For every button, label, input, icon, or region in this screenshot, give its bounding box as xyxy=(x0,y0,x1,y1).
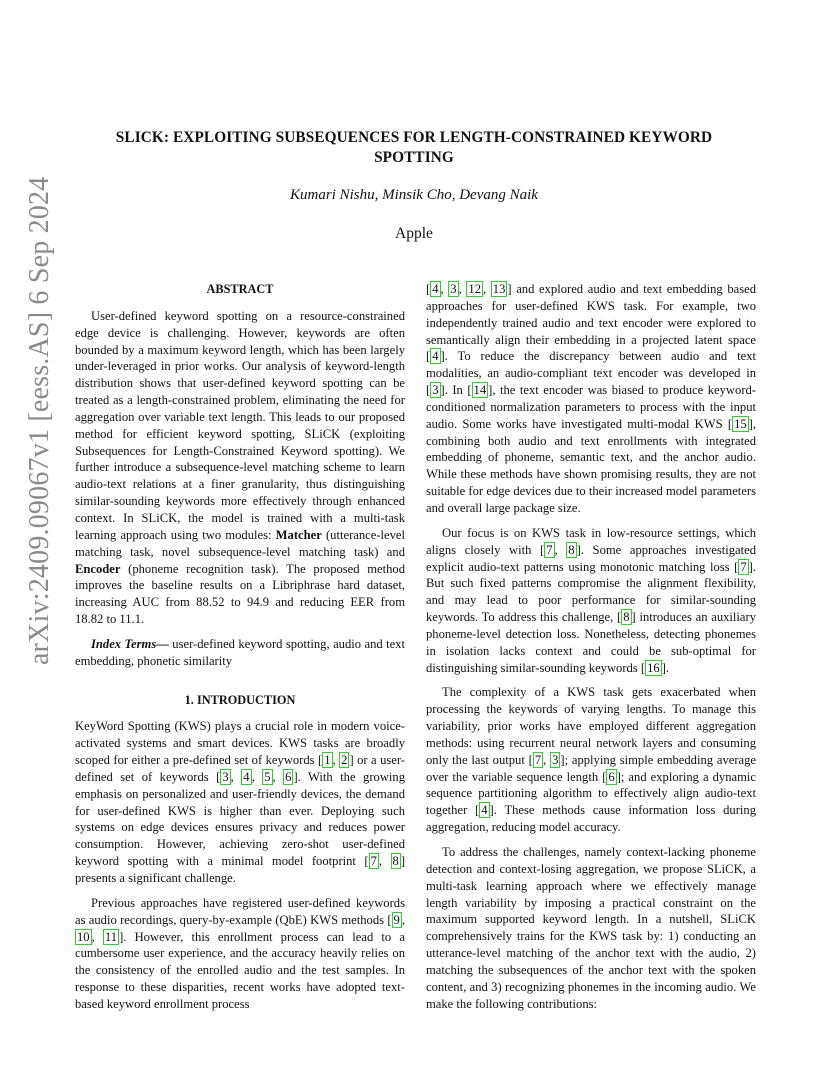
abstract-paragraph: User-defined keyword spotting on a resource-constrained edge device is challenging. However, keywords are often bounded by a maximum keyword length, which has been largely under-leveraged in prior works. Our analysis of keyword-length distribution shows that user-defined keyword spotting can be treated as a length-constrained problem, eliminating the need for aggregation over variable text length. This leads to our proposed method for efficient keyword spotting, SLiCK (exploiting Subsequences for Length-Constrained Keyword spotting). We further introduce a subsequence-level matching scheme to learn audio-text relations at a finer granularity, thus distinguishing similar-sounding keywords more effectively through enhanced context. In SLiCK, the model is trained with a multi-task learning approach using two modules: Matcher (utterance-level matching task, novel subsequence-level matching task) and Encoder (phoneme recognition task). The proposed method improves the baseline results on a Libriphrase hard dataset, increasing AUC from 88.52 to 94.9 and reducing EER from 18.82 to 11.1. xyxy=(75,308,405,627)
intro-paragraph-3: Our focus is on KWS task in low-resource settings, which aligns closely with [ 7 , 8 ]. Some approaches investigated explicit audio-text patterns using monotonic matching loss [ 7 ]. But such fixed patterns compromise the alignment flexibility, and may lead to poor performance for similar-sounding keywords. To address this challenge, [ 8 ] introduces an auxiliary phoneme-level detection loss. Nonetheless, detecting phonemes in isolation lacks context and could be sub-optimal for distinguishing similar-sounding keywords [ 16 ]. xyxy=(426,525,757,675)
index-terms-label: Index Terms— xyxy=(91,636,169,651)
citation-link[interactable]: 4 xyxy=(432,349,439,364)
citation-link[interactable]: 7 xyxy=(370,854,377,869)
arxiv-side-label[interactable]: arXiv:2409.09067v1 [eess.AS] 6 Sep 2024 xyxy=(24,176,55,665)
intro-paragraph-5: To address the challenges, namely context-lacking phoneme detection and context-losing aggregation, we propose SLiCK, a multi-task learning approach where we effectively manage length variability by imposing a practical constraint on the maximum supported keyword length. In a nutshell, SLiCK comprehensively trains for the KWS task by: 1) conducting an utterance-level matching of the anchor text with the audio, 2) matching the subsequences of the anchor text with the spoken content, and 3) recognizing phonemes in the incoming audio. We make the following contributions: xyxy=(426,845,756,1011)
citation-link[interactable]: 4 xyxy=(243,769,250,784)
citation-link[interactable]: 14 xyxy=(473,383,487,398)
affiliation: Apple xyxy=(395,225,433,242)
right-column xyxy=(426,281,756,1020)
citation-link[interactable]: 5 xyxy=(264,769,271,784)
encoder-term: Encoder xyxy=(75,561,121,576)
index-terms: Index Terms— user-defined keyword spotting, audio and text embedding, phonetic similarity xyxy=(75,636,405,668)
citation-link[interactable]: 3 xyxy=(432,383,439,398)
citation-link[interactable]: 8 xyxy=(568,542,575,557)
title-line-2: SPOTTING xyxy=(374,149,454,166)
citation-link[interactable]: 2 xyxy=(341,753,348,768)
matcher-term: Matcher xyxy=(275,527,322,542)
citation-link[interactable]: 13 xyxy=(492,282,506,296)
abstract-heading: ABSTRACT xyxy=(206,282,274,296)
citation-link[interactable]: 8 xyxy=(623,610,630,625)
citation-link[interactable]: 9 xyxy=(393,912,400,927)
citation-link[interactable]: 8 xyxy=(392,854,399,869)
citation-link[interactable]: 6 xyxy=(608,769,615,784)
citation-link[interactable]: 10 xyxy=(77,929,90,944)
title-line-1: SLICK: EXPLOITING SUBSEQUENCES FOR LENGTH-CONSTRAINED KEYWORD xyxy=(115,129,713,146)
left-column xyxy=(75,281,405,1021)
intro-paragraph-1: KeyWord Spotting (KWS) plays a crucial role in modern voice-activated systems and smart devices. KWS tasks are broadly scoped for either a pre-defined set of keywords [ 1 , 2 ] or a user-defined set of keywords [ 3 , 4 , 5 , 6 ]. With the growing emphasis on personalized and user-friendly devices, the demand for user-defined KWS is higher than ever. Deploying such systems on edge devices ensures privacy and reduces power consumption. However, achieving zero-shot user-defined keyword spotting with a minimal model footprint [ 7 , 8 ] presents a significant challenge. xyxy=(75,719,406,885)
citation-link[interactable]: 7 xyxy=(534,752,542,767)
citation-link[interactable]: 15 xyxy=(734,416,747,431)
citation-link[interactable]: 6 xyxy=(285,769,292,784)
citation-link[interactable]: 7 xyxy=(740,559,747,574)
citation-link[interactable]: 3 xyxy=(552,752,559,767)
intro-paragraph-4: The complexity of a KWS task gets exacerbated when processing the keywords of varying lengths. To manage this variability, prior works have employed different aggregation methods: using recurrent neural network layers and consuming only the last output [ 7 , 3 ]; applying simple embedding average over the variable sequence length [ 6 ]; and exploring a dynamic sequence partitioning algorithm to effectively align audio-text together [ 4 ]. These methods cause information loss during aggregation, reducing model accuracy. xyxy=(426,685,757,835)
intro-paragraph-2: Previous approaches have registered user-defined keywords as audio recordings, query-by-example (QbE) KWS methods [ 9 , 10 , 11 ]. However, this enrollment process can lead to a cumbersome user experience, and the accuracy heavily relies on the consistency of the enrolled audio and the test samples. In response to these disparities, recent works have adopted text-based keyword enrollment process xyxy=(75,895,405,1011)
citation-link[interactable]: 3 xyxy=(222,769,229,784)
citation-link[interactable]: 4 xyxy=(481,803,488,818)
citation-link[interactable]: 1 xyxy=(324,753,331,768)
citation-link[interactable]: 12 xyxy=(468,282,481,296)
paper-title xyxy=(96,128,732,168)
introduction-heading: 1. INTRODUCTION xyxy=(184,692,296,707)
citation-link[interactable]: 7 xyxy=(546,542,553,557)
author-list: Kumari Nishu, Minsik Cho, Devang Naik xyxy=(290,187,538,203)
intro-paragraph-2-cont: [ 4 , 3 , 12 , 13 ] and explored audio and text embedding based approaches for user-defined KWS task. For example, two independently trained audio and text encoder were explored to semantically align their embedding in a projected latent space [ 4 ]. To reduce the discrepancy between audio and text modalities, an audio-compliant text encoder was developed in [ 3 ]. In [ 14 ], the text encoder was biased to produce keyword-conditioned normalization parameters to process with the input audio. Some works have investigated multi-modal KWS [ 15 ], combining both audio and text enrollments with integrated embedding of phoneme, semantic text, and the anchor audio. While these methods have shown promising results, they are not suitable for edge devices due to their increased model parameters and overall large package size. xyxy=(426,282,757,515)
citation-link[interactable]: 11 xyxy=(104,929,118,944)
citation-link[interactable]: 16 xyxy=(647,660,660,675)
citation-link[interactable]: 4 xyxy=(432,282,439,296)
citation-link[interactable]: 3 xyxy=(450,282,457,296)
